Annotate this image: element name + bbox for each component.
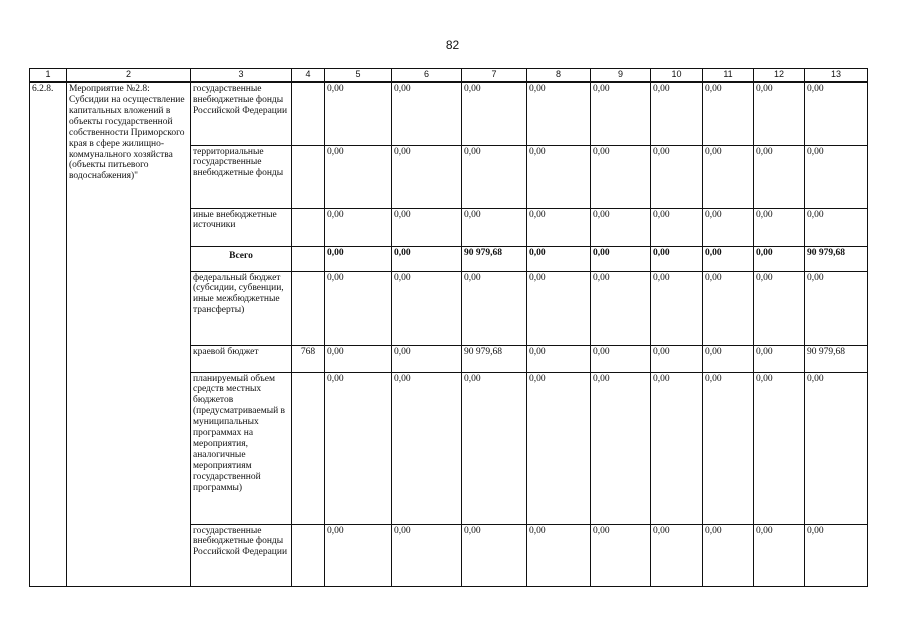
value-cell: 0,00	[754, 145, 805, 208]
value-cell: 0,00	[527, 271, 591, 345]
value-cell: 0,00	[591, 82, 651, 145]
value-cell: 0,00	[527, 82, 591, 145]
value-cell: 90 979,68	[805, 246, 868, 271]
value-cell: 90 979,68	[462, 246, 527, 271]
page-number: 82	[445, 38, 460, 52]
funding-source: территориальные государственные внебюджетные фонды	[191, 145, 292, 208]
column-header: 4	[292, 69, 325, 83]
value-cell: 0,00	[392, 246, 462, 271]
value-cell: 0,00	[703, 271, 754, 345]
value-cell: 0,00	[703, 246, 754, 271]
value-cell: 0,00	[703, 524, 754, 586]
value-cell: 0,00	[754, 372, 805, 524]
value-cell: 0,00	[392, 345, 462, 372]
column-header: 8	[527, 69, 591, 83]
value-cell: 0,00	[805, 271, 868, 345]
value-cell: 0,00	[462, 372, 527, 524]
value-cell: 0,00	[392, 145, 462, 208]
value-cell: 0,00	[754, 246, 805, 271]
column-header: 7	[462, 69, 527, 83]
value-cell: 0,00	[754, 524, 805, 586]
value-cell: 0,00	[591, 208, 651, 246]
kbk-code	[292, 372, 325, 524]
event-code: 6.2.8.	[30, 82, 67, 586]
value-cell: 90 979,68	[805, 345, 868, 372]
value-cell: 0,00	[703, 82, 754, 145]
funding-source: планируемый объем средств местных бюджетов (предусматриваемый в муниципальных программах на мероприятия, аналогичные мероприятиям государственной программы)	[191, 372, 292, 524]
value-cell: 0,00	[392, 372, 462, 524]
column-header: 10	[651, 69, 703, 83]
value-cell: 0,00	[651, 524, 703, 586]
value-cell: 0,00	[754, 345, 805, 372]
value-cell: 0,00	[754, 82, 805, 145]
column-header: 9	[591, 69, 651, 83]
value-cell: 0,00	[651, 246, 703, 271]
value-cell: 0,00	[703, 145, 754, 208]
value-cell: 0,00	[325, 246, 392, 271]
value-cell: 0,00	[754, 208, 805, 246]
value-cell: 0,00	[325, 372, 392, 524]
column-header: 5	[325, 69, 392, 83]
value-cell: 0,00	[651, 145, 703, 208]
value-cell: 0,00	[591, 145, 651, 208]
kbk-code: 768	[292, 345, 325, 372]
funding-source-total: Всего	[191, 246, 292, 271]
kbk-code	[292, 524, 325, 586]
value-cell: 0,00	[527, 208, 591, 246]
value-cell: 0,00	[325, 145, 392, 208]
funding-source: государственные внебюджетные фонды Российской Федерации	[191, 82, 292, 145]
value-cell: 0,00	[392, 208, 462, 246]
column-header: 6	[392, 69, 462, 83]
value-cell: 0,00	[703, 208, 754, 246]
funding-source: федеральный бюджет (субсидии, субвенции, иные межбюджетные трансферты)	[191, 271, 292, 345]
funding-source: государственные внебюджетные фонды Российской Федерации	[191, 524, 292, 586]
value-cell: 0,00	[527, 345, 591, 372]
value-cell: 0,00	[325, 524, 392, 586]
value-cell: 0,00	[651, 208, 703, 246]
column-header: 13	[805, 69, 868, 83]
value-cell: 0,00	[527, 372, 591, 524]
column-header: 11	[703, 69, 754, 83]
value-cell: 0,00	[805, 82, 868, 145]
value-cell: 0,00	[651, 345, 703, 372]
funding-source: краевой бюджет	[191, 345, 292, 372]
value-cell: 0,00	[591, 246, 651, 271]
value-cell: 90 979,68	[462, 345, 527, 372]
value-cell: 0,00	[805, 524, 868, 586]
value-cell: 0,00	[462, 271, 527, 345]
value-cell: 0,00	[392, 82, 462, 145]
value-cell: 0,00	[462, 208, 527, 246]
value-cell: 0,00	[591, 372, 651, 524]
value-cell: 0,00	[703, 345, 754, 372]
column-header: 1	[30, 69, 67, 83]
kbk-code	[292, 145, 325, 208]
value-cell: 0,00	[754, 271, 805, 345]
value-cell: 0,00	[703, 372, 754, 524]
value-cell: 0,00	[805, 208, 868, 246]
value-cell: 0,00	[527, 246, 591, 271]
kbk-code	[292, 82, 325, 145]
value-cell: 0,00	[392, 271, 462, 345]
value-cell: 0,00	[651, 372, 703, 524]
value-cell: 0,00	[462, 82, 527, 145]
value-cell: 0,00	[651, 271, 703, 345]
column-header: 2	[67, 69, 191, 83]
funding-source: иные внебюджетные источники	[191, 208, 292, 246]
value-cell: 0,00	[325, 271, 392, 345]
column-header: 3	[191, 69, 292, 83]
value-cell: 0,00	[527, 145, 591, 208]
budget-table	[29, 68, 868, 587]
value-cell: 0,00	[325, 345, 392, 372]
table-row	[30, 82, 868, 145]
kbk-code	[292, 208, 325, 246]
value-cell: 0,00	[805, 372, 868, 524]
value-cell: 0,00	[462, 145, 527, 208]
value-cell: 0,00	[462, 524, 527, 586]
value-cell: 0,00	[651, 82, 703, 145]
value-cell: 0,00	[325, 82, 392, 145]
value-cell: 0,00	[591, 524, 651, 586]
value-cell: 0,00	[325, 208, 392, 246]
event-title: Мероприятие №2.8: Субсидии на осуществление капитальных вложений в объекты государственной собственности Приморского края в сфере жилищно-коммунального хозяйства (объекты питьевого водоснабжения)"	[67, 82, 191, 586]
column-number-row	[30, 69, 868, 83]
value-cell: 0,00	[527, 524, 591, 586]
column-header: 12	[754, 69, 805, 83]
value-cell: 0,00	[591, 345, 651, 372]
value-cell: 0,00	[805, 145, 868, 208]
value-cell: 0,00	[591, 271, 651, 345]
kbk-code	[292, 246, 325, 271]
value-cell: 0,00	[392, 524, 462, 586]
kbk-code	[292, 271, 325, 345]
